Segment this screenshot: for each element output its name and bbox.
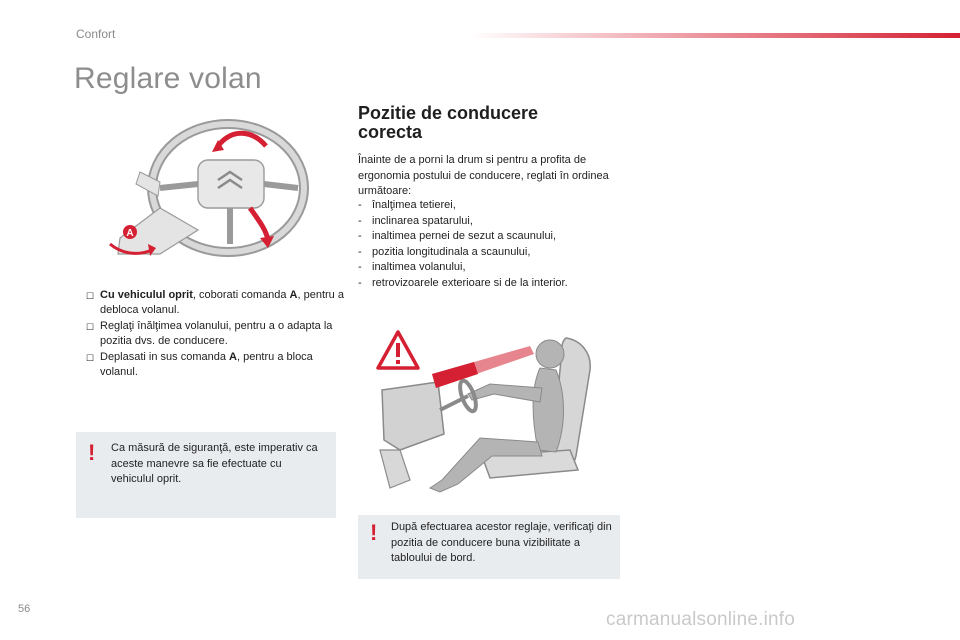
list-item: - pozitia longitudinala a scaunului, bbox=[358, 245, 531, 258]
visibility-note-text: După efectuarea acestor reglaje, verificaţi din pozitia de conducere buna vizibilitate a tabloului de bord. bbox=[391, 521, 612, 564]
list-item: - înalţimea tetierei, bbox=[358, 199, 456, 211]
list-item: - inaltimea volanului, bbox=[358, 261, 466, 273]
watermark: carmanualsonline.info bbox=[606, 609, 796, 630]
safety-note-text: Ca măsură de siguranţă, este imperativ ca aceste manevre sa fie efectuate cu vehiculul oprit. bbox=[111, 442, 318, 485]
list-item: - inaltimea pernei de sezut a scaunului, bbox=[358, 230, 557, 242]
page-title: Reglare volan bbox=[74, 62, 262, 95]
adjustment-order-list bbox=[358, 198, 620, 291]
step-item: ☐ Reglaţi înălţimea volanului, pentru a o adapta la pozitia dvs. de conducere. bbox=[86, 319, 333, 348]
list-item: - retrovizoarele exterioare si de la interior. bbox=[358, 276, 568, 289]
warning-icon: ! bbox=[370, 520, 378, 545]
intro-paragraph: Înainte de a porni la drum si pentru a profita de ergonomia postului de conducere, reglati în ordinea următoare: bbox=[358, 154, 609, 197]
steps-list bbox=[86, 288, 346, 380]
visibility-note bbox=[358, 515, 620, 579]
control-label-a: A bbox=[126, 228, 134, 239]
steering-wheel-illustration bbox=[100, 112, 320, 272]
header-accent-rule bbox=[470, 33, 960, 38]
driving-position-illustration bbox=[370, 330, 610, 498]
section-heading: Pozitie de conducere corecta bbox=[358, 103, 539, 142]
step-item: ☐ Cu vehiculul oprit, coborati comanda A, pentru a debloca volanul. bbox=[86, 289, 344, 317]
page-number: 56 bbox=[18, 603, 31, 615]
warning-icon: ! bbox=[88, 440, 96, 465]
step-item: ☐ Deplasati in sus comanda A, pentru a bloca volanul. bbox=[86, 350, 313, 379]
list-item: - inclinarea spatarului, bbox=[358, 214, 473, 227]
safety-note bbox=[76, 432, 336, 518]
section-label: Confort bbox=[76, 27, 116, 41]
